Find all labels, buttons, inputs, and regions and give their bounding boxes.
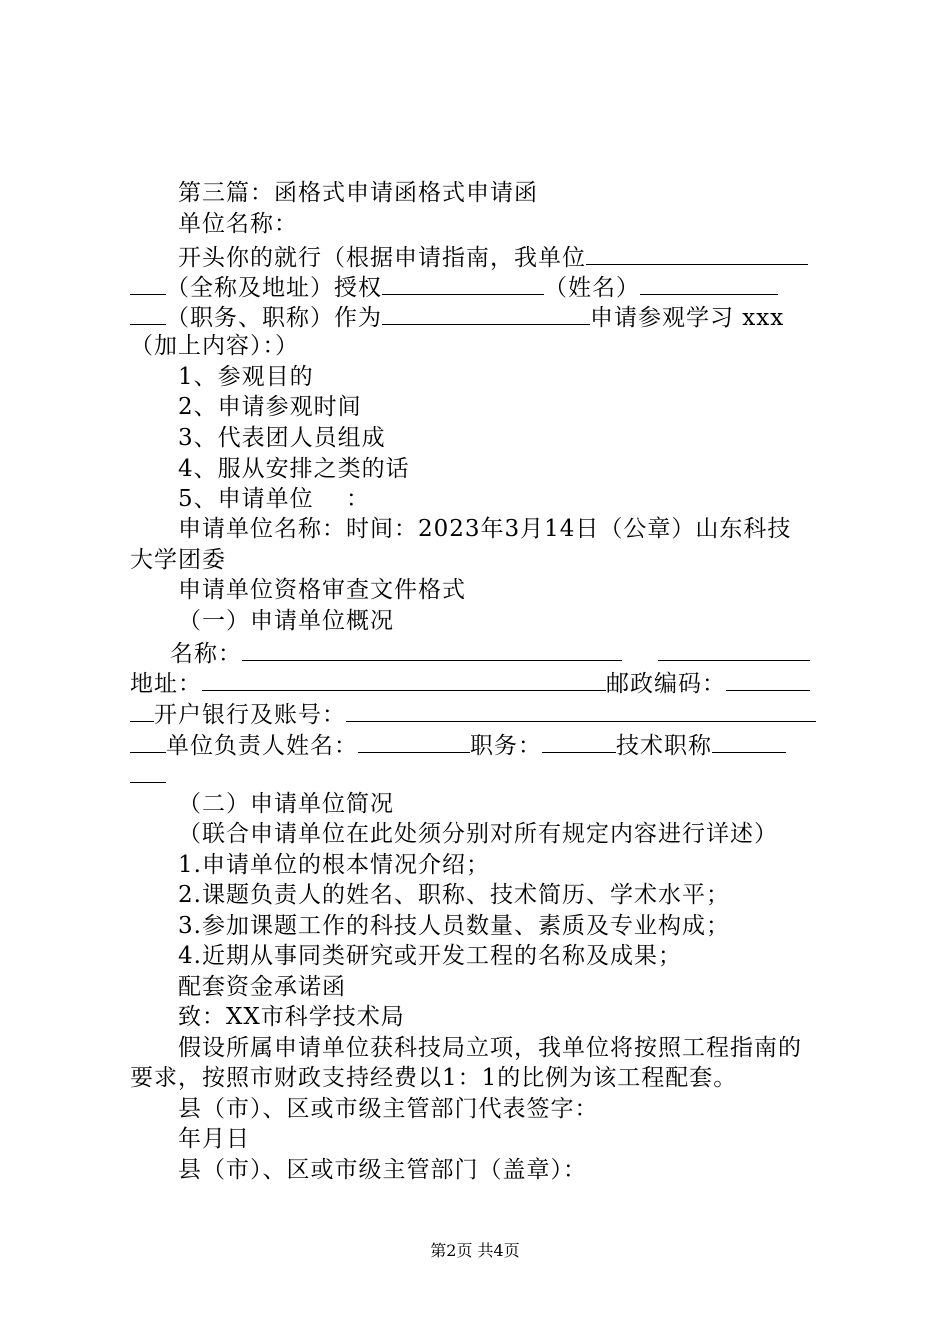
- text-line: [178, 240, 832, 271]
- form-row-officer: [130, 728, 832, 759]
- form-row-address: [130, 666, 832, 697]
- text-line: 申请单位名称：时间：2023年3月14日（公章）山东科技: [178, 516, 792, 542]
- field-label: 名称：: [170, 641, 242, 667]
- section-heading: 申请单位资格审查文件格式: [178, 577, 466, 603]
- text-line: 要求，按照市财政支持经费以1：1的比例为该工程配套。: [130, 1065, 738, 1091]
- list-item: 4.近期从事同类研究或开发工程的名称及成果；: [178, 943, 682, 969]
- blank-field: [542, 728, 616, 753]
- text-line: （联合申请单位在此处须分别对所有规定内容进行详述）: [178, 821, 778, 847]
- blank-field: [586, 240, 808, 265]
- form-row-bank: [130, 697, 832, 728]
- text-line: [130, 758, 832, 789]
- section-heading: （一）申请单位概况: [178, 608, 394, 634]
- list-item: 5、申请单位 ：: [178, 486, 370, 512]
- text-segment: 开头你的就行（根据申请指南，我单位: [178, 245, 586, 271]
- text-line: [130, 270, 832, 301]
- list-item: 1.申请单位的根本情况介绍；: [178, 852, 490, 878]
- section-heading: 配套资金承诺函: [178, 974, 346, 1000]
- text-segment: 申请参观学习 xxx: [590, 305, 785, 331]
- list-item: 2、申请参观时间: [178, 394, 362, 420]
- text-line: 县（市）、区或市级主管部门代表签字：: [178, 1096, 599, 1122]
- page-footer: 第2页 共4页: [430, 1241, 520, 1260]
- blank-field: [382, 270, 544, 295]
- blank-field: [130, 300, 166, 325]
- text-line: （加上内容）：）: [130, 333, 299, 359]
- section-title: 第三篇：函格式申请函格式申请函: [178, 180, 538, 206]
- form-row-name: [170, 636, 832, 667]
- blank-field: [726, 666, 810, 691]
- blank-field: [346, 697, 816, 722]
- blank-field: [130, 270, 166, 295]
- text-line: 假设所属申请单位获科技局立项，我单位将按照工程指南的: [178, 1035, 802, 1061]
- list-item: 3、代表团人员组成: [178, 425, 386, 451]
- field-label: 单位负责人姓名：: [166, 733, 358, 759]
- text-segment: （姓名）: [544, 275, 640, 301]
- field-label: 职务：: [470, 733, 542, 759]
- list-item: 2.课题负责人的姓名、职称、技术简历、学术水平；: [178, 882, 730, 908]
- list-item: 3.参加课题工作的科技人员数量、素质及专业构成；: [178, 913, 730, 939]
- field-label: 邮政编码：: [606, 671, 726, 697]
- text-line: 大学团委: [130, 547, 226, 573]
- text-segment: （全称及地址）授权: [166, 275, 382, 301]
- blank-field: [640, 270, 778, 295]
- text-line: [130, 300, 832, 331]
- list-item: 1、参观目的: [178, 364, 314, 390]
- blank-field: [130, 758, 166, 783]
- blank-field: [358, 728, 470, 753]
- list-item: 4、服从安排之类的话: [178, 456, 410, 482]
- blank-field: [130, 728, 166, 753]
- blank-field: [382, 300, 590, 325]
- field-label: 地址：: [130, 671, 202, 697]
- text-line: 单位名称：: [178, 211, 298, 237]
- text-segment: （职务、职称）作为: [166, 305, 382, 331]
- field-label: 技术职称: [616, 733, 712, 759]
- blank-field: [658, 636, 810, 661]
- text-line: 年月日: [178, 1126, 250, 1152]
- text-line: 县（市）、区或市级主管部门（盖章）：: [178, 1157, 587, 1183]
- blank-field: [130, 697, 154, 722]
- text-line: 致：XX市科学技术局: [178, 1004, 405, 1030]
- blank-field: [242, 636, 622, 661]
- blank-field: [202, 666, 606, 691]
- blank-field: [712, 728, 786, 753]
- section-heading: （二）申请单位简况: [178, 791, 394, 817]
- field-label: 开户银行及账号：: [154, 702, 346, 728]
